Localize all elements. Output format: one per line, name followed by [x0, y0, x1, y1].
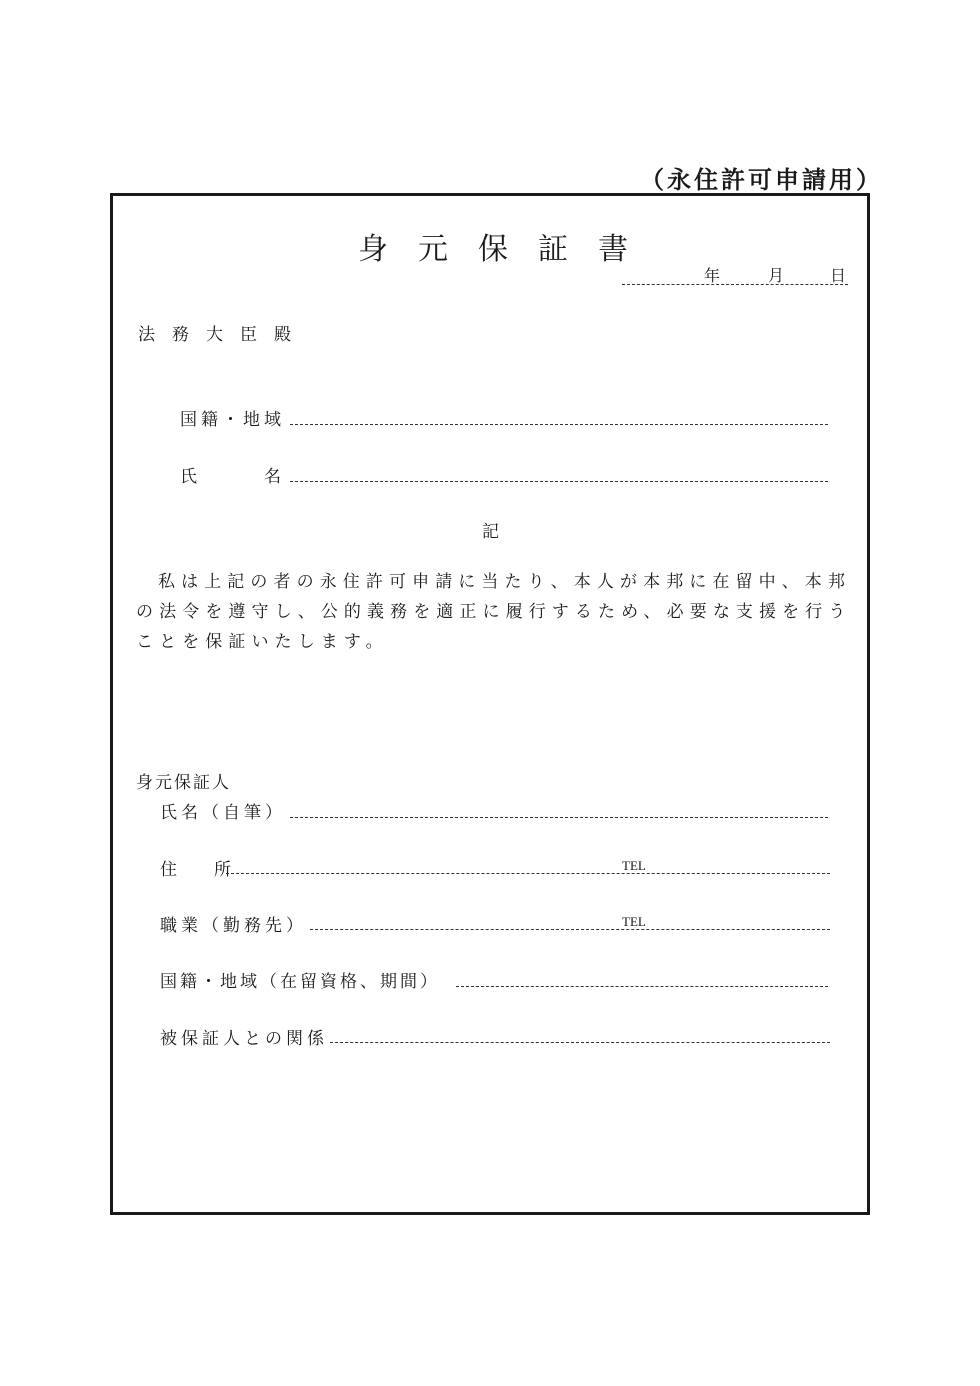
- guarantor-occupation-field[interactable]: [310, 929, 830, 930]
- applicant-name-label-second: 名: [264, 467, 285, 487]
- form-frame: [110, 193, 870, 1215]
- guarantor-occupation-label: 職業（勤務先）: [160, 916, 307, 936]
- guarantor-name-label: 氏名（自筆）: [160, 803, 286, 823]
- date-day-label: 日: [830, 266, 847, 285]
- ki-heading: 記: [482, 522, 499, 542]
- guarantor-address-field[interactable]: [226, 873, 830, 874]
- guarantor-address-tel-label: TEL: [622, 858, 646, 873]
- guarantor-occupation-tel-label: TEL: [622, 914, 646, 929]
- applicant-nationality-label: 国籍・地域: [180, 410, 285, 430]
- date-year-label: 年: [704, 266, 721, 285]
- applicant-name-label-first: 氏: [180, 467, 201, 487]
- applicant-nationality-field[interactable]: [290, 424, 828, 425]
- guarantor-nationality-label: 国籍・地域（在留資格、期間）: [160, 972, 440, 992]
- guarantor-address-label: 住 所: [160, 860, 241, 880]
- guarantor-nationality-field[interactable]: [456, 986, 828, 987]
- guarantee-statement: 私は上記の者の永住許可申請に当たり、本人が本邦に在留中、本邦の法令を遵守し、公的義務を適正に履行するため、必要な支援を行うことを保証いたします。: [136, 572, 852, 652]
- date-field[interactable]: [622, 262, 848, 285]
- guarantor-name-field[interactable]: [290, 817, 828, 818]
- guarantor-heading: 身元保証人: [136, 773, 231, 793]
- guarantor-relation-label: 被保証人との関係: [160, 1029, 328, 1049]
- date-month-label: 月: [768, 266, 785, 285]
- form-usage-label: （永住許可申請用）: [640, 166, 883, 194]
- addressee: 法務大臣殿: [138, 325, 308, 345]
- applicant-name-field[interactable]: [290, 481, 828, 482]
- document-title: 身元保証書: [358, 232, 658, 267]
- guarantor-relation-field[interactable]: [330, 1042, 830, 1043]
